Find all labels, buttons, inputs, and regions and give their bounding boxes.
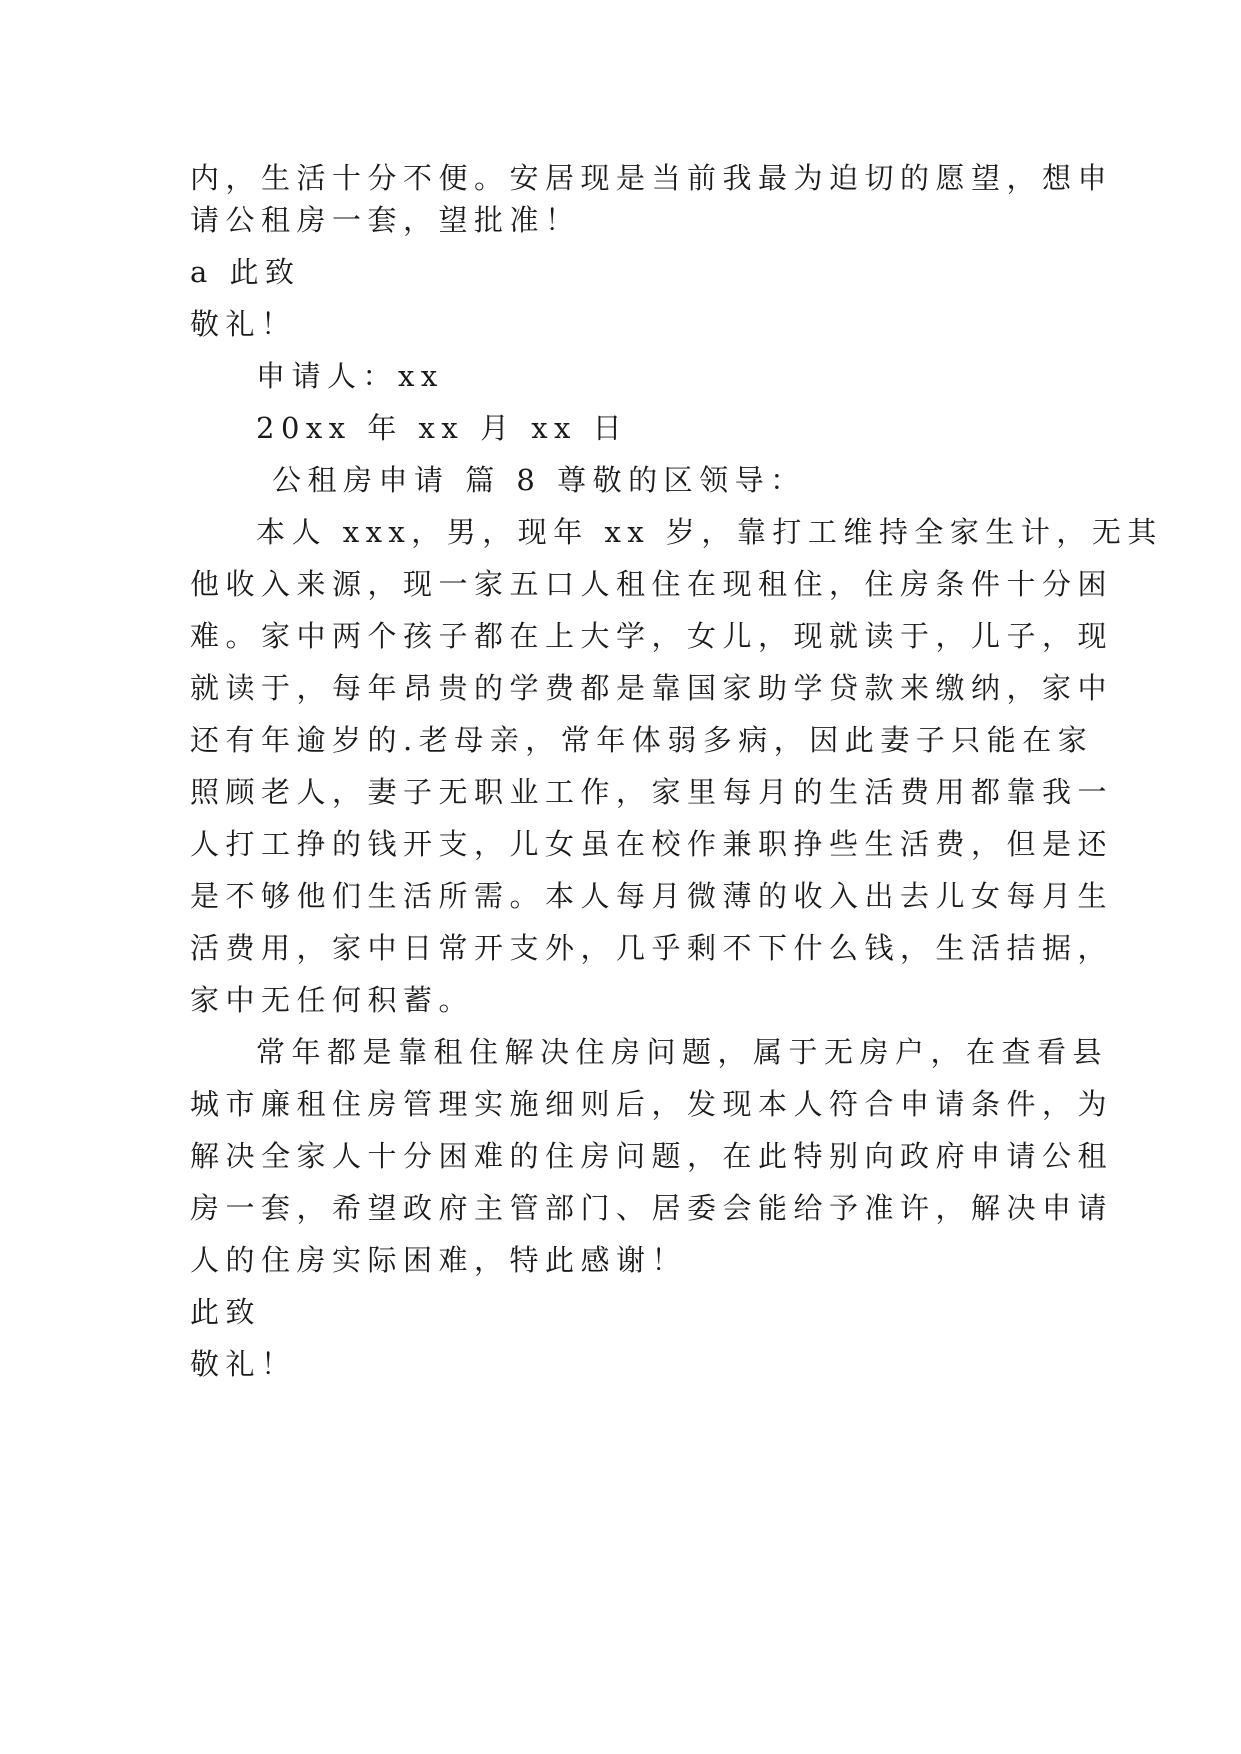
text-line: 是不够他们生活所需。本人每月微薄的收入出去儿女每月生 — [190, 879, 1114, 913]
text-line: 活费用，家中日常开支外，几乎剩不下什么钱，生活拮据， — [190, 931, 1114, 965]
text-line: 照顾老人，妻子无职业工作，家里每月的生活费用都靠我一 — [190, 775, 1114, 809]
text-line: 他收入来源，现一家五口人租住在现租住，住房条件十分困 — [190, 567, 1114, 601]
signature-applicant: 申请人：xx — [256, 359, 444, 393]
text-line: a 此致 — [190, 255, 301, 289]
closing-regards: 敬礼！ — [190, 1347, 297, 1381]
text-line: 内，生活十分不便。安居现是当前我最为迫切的愿望，想申 — [190, 161, 1114, 195]
text-line: 本人 xxx，男，现年 xx 岁，靠打工维持全家生计，无其 — [256, 515, 1163, 549]
text-line: 就读于，每年昂贵的学费都是靠国家助学贷款来缴纳，家中 — [190, 671, 1114, 705]
text-line: 人的住房实际困难，特此感谢！ — [190, 1243, 688, 1277]
closing-salutation: 此致 — [190, 1295, 262, 1329]
section-heading: 公租房申请 篇 8 尊敬的区领导： — [272, 463, 806, 497]
text-line: 还有年逾岁的.老母亲，常年体弱多病，因此妻子只能在家 — [190, 723, 1094, 757]
text-line: 解决全家人十分困难的住房问题，在此特别向政府申请公租 — [190, 1139, 1114, 1173]
text-line: 敬礼！ — [190, 307, 297, 341]
text-line: 城市廉租住房管理实施细则后，发现本人符合申请条件，为 — [190, 1087, 1114, 1121]
signature-date: 20xx 年 xx 月 xx 日 — [256, 411, 629, 445]
text-line: 人打工挣的钱开支，儿女虽在校作兼职挣些生活费，但是还 — [190, 827, 1114, 861]
text-line: 常年都是靠租住解决住房问题，属于无房户，在查看县 — [256, 1035, 1109, 1069]
text-line: 家中无任何积蓄。 — [190, 983, 475, 1017]
text-line: 房一套，希望政府主管部门、居委会能给予准许，解决申请 — [190, 1191, 1114, 1225]
text-line: 请公租房一套，望批准！ — [190, 203, 581, 237]
text-line: 难。家中两个孩子都在上大学，女儿，现就读于，儿子，现 — [190, 619, 1114, 653]
